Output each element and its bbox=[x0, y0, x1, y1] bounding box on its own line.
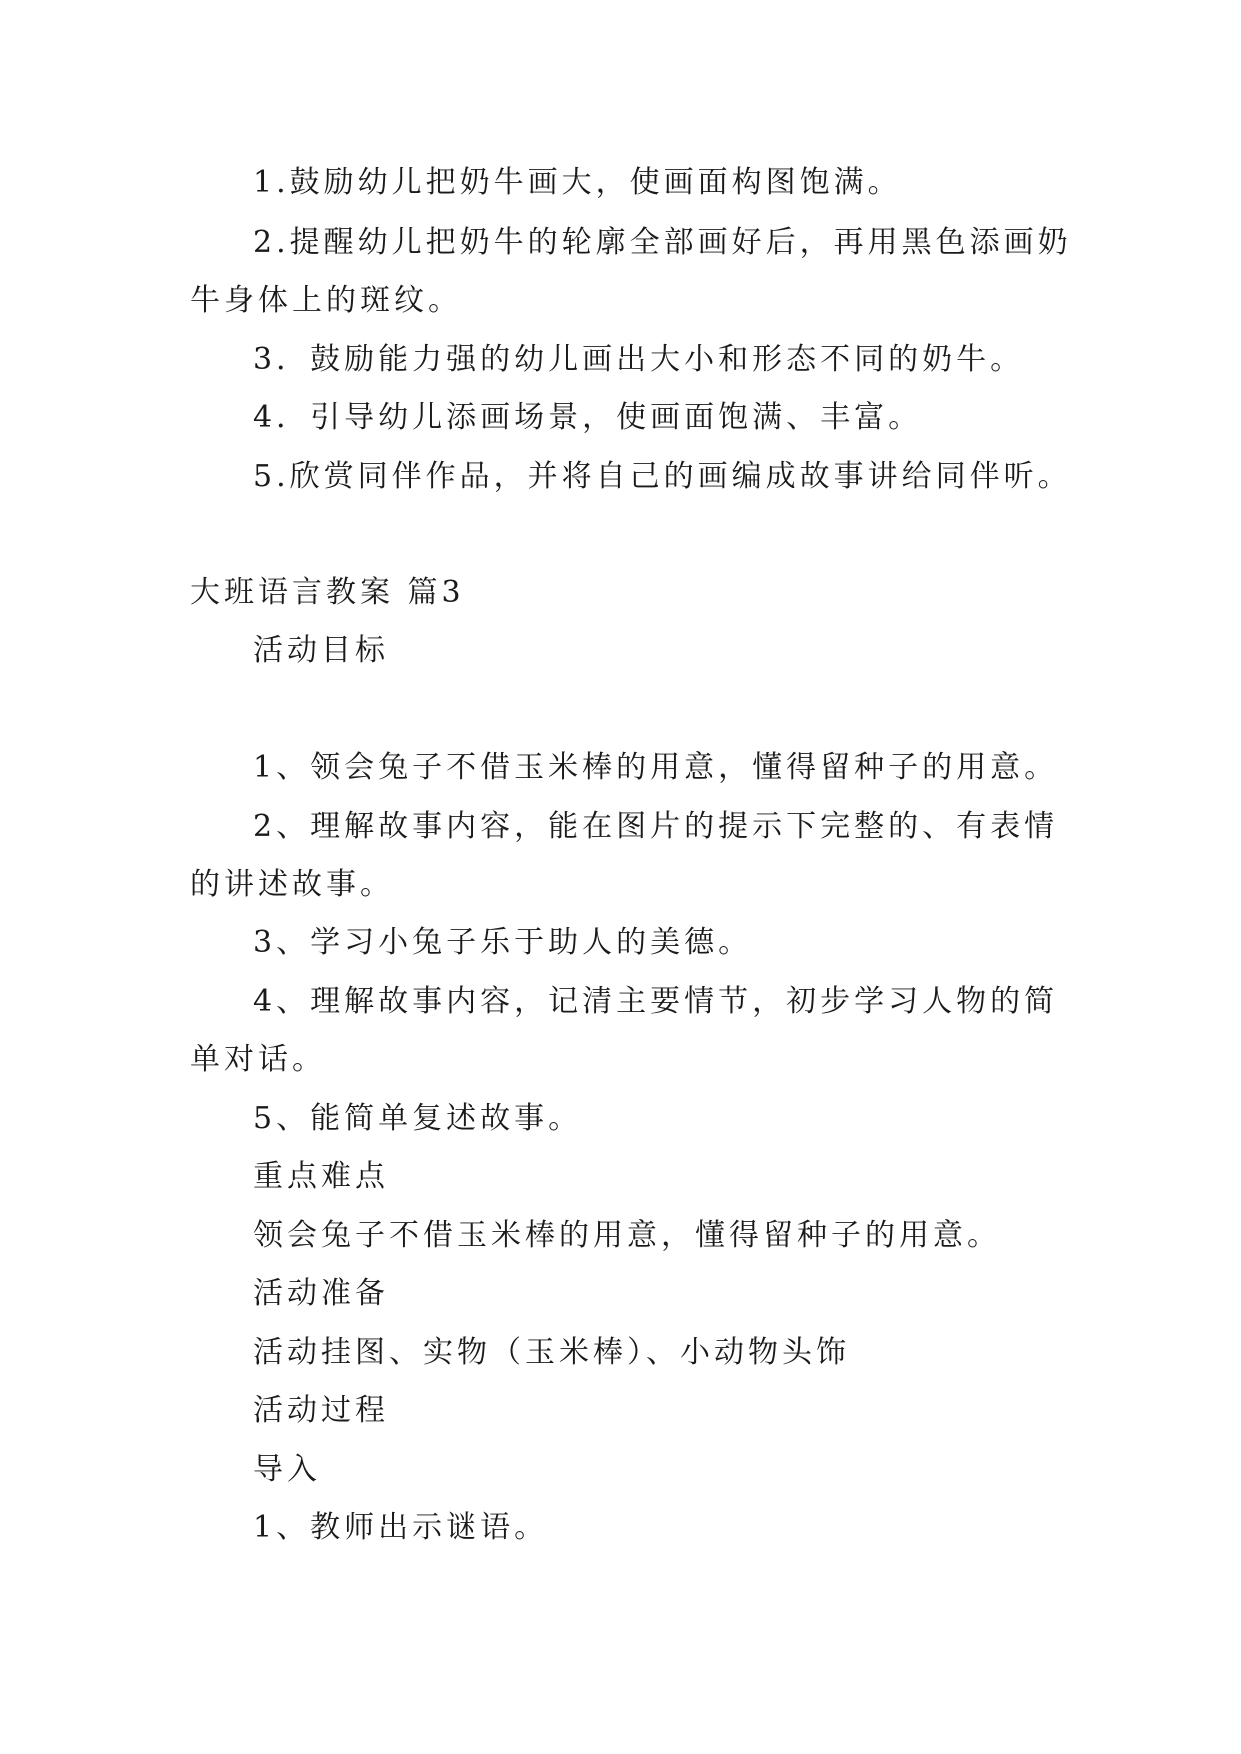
part1-item-1: 1.鼓励幼儿把奶牛画大，使画面构图饱满。 bbox=[253, 165, 902, 200]
goal-3: 3、学习小兔子乐于助人的美德。 bbox=[253, 925, 753, 960]
goals-heading: 活动目标 bbox=[253, 633, 389, 668]
preparation-text: 活动挂图、实物（玉米棒）、小动物头饰 bbox=[253, 1335, 850, 1370]
part1-item-5: 5.欣赏同伴作品，并将自己的画编成故事讲给同伴听。 bbox=[253, 459, 1072, 494]
goal-1: 1、领会兔子不借玉米棒的用意，懂得留种子的用意。 bbox=[253, 750, 1059, 785]
part1-item-2-line-1: 2.提醒幼儿把奶牛的轮廓全部画好后，再用黑色添画奶 bbox=[253, 225, 1072, 260]
goal-4-line-2: 单对话。 bbox=[190, 1042, 326, 1077]
intro-step-1: 1、教师出示谜语。 bbox=[253, 1510, 549, 1545]
goal-2-line-1: 2、理解故事内容，能在图片的提示下完整的、有表情 bbox=[253, 809, 1059, 844]
preparation-heading: 活动准备 bbox=[253, 1276, 389, 1311]
part1-item-3: 3．鼓励能力强的幼儿画出大小和形态不同的奶牛。 bbox=[253, 342, 1025, 377]
key-points-heading: 重点难点 bbox=[253, 1159, 389, 1194]
intro-heading: 导入 bbox=[253, 1452, 321, 1487]
goal-4-line-1: 4、理解故事内容，记清主要情节，初步学习人物的简 bbox=[253, 984, 1059, 1019]
goal-2-line-2: 的讲述故事。 bbox=[190, 867, 394, 902]
part1-item-2-line-2: 牛身体上的斑纹。 bbox=[190, 283, 462, 318]
key-points-text: 领会兔子不借玉米棒的用意，懂得留种子的用意。 bbox=[253, 1218, 1001, 1253]
process-heading: 活动过程 bbox=[253, 1393, 389, 1428]
part1-item-4: 4．引导幼儿添画场景，使画面饱满、丰富。 bbox=[253, 400, 923, 435]
section-title: 大班语言教案 篇3 bbox=[190, 575, 465, 610]
goal-5: 5、能简单复述故事。 bbox=[253, 1101, 583, 1136]
